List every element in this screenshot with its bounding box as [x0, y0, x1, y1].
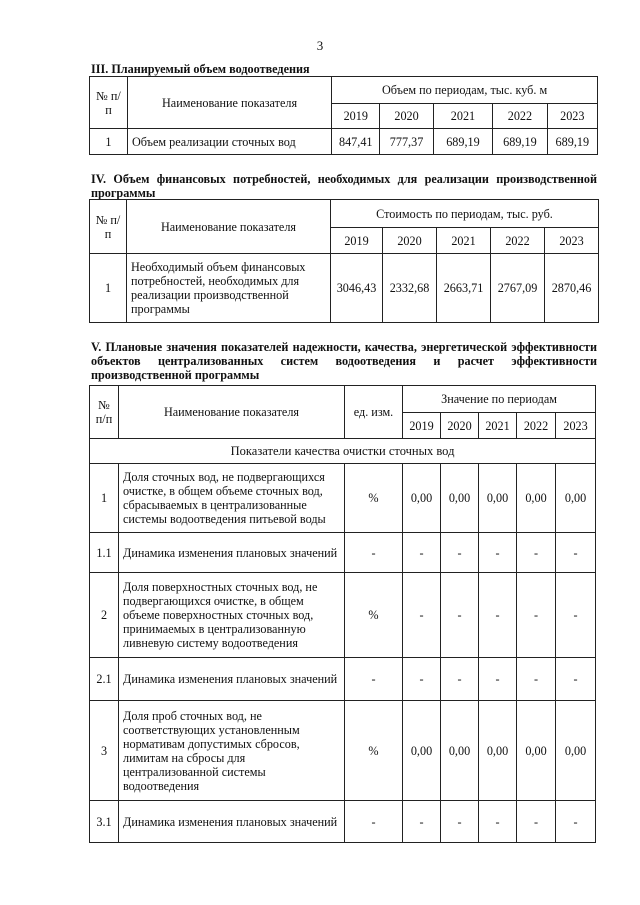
- table-row: [90, 254, 599, 323]
- row-value: 0,00: [441, 464, 479, 533]
- col-period-header: Стоимость по периодам, тыс. руб.: [331, 200, 599, 228]
- section-4-title: IV. Объем финансовых потребностей, необходимых для реализации производственной программы: [91, 172, 597, 200]
- row-value: 689,19: [547, 129, 597, 155]
- row-value: 0,00: [403, 464, 441, 533]
- col-unit-header: ед. изм.: [345, 386, 403, 439]
- table-row: [90, 658, 596, 701]
- year-header: 2022: [491, 228, 545, 254]
- row-unit: -: [345, 658, 403, 701]
- year-header: 2020: [383, 228, 437, 254]
- row-value: -: [441, 801, 479, 843]
- row-value: 689,19: [433, 129, 493, 155]
- col-no-header: № п/п: [90, 77, 128, 129]
- row-value: -: [403, 658, 441, 701]
- year-header: 2023: [545, 228, 599, 254]
- row-value: -: [441, 658, 479, 701]
- row-value: -: [403, 573, 441, 658]
- row-value: -: [479, 533, 517, 573]
- row-name: Динамика изменения плановых значений: [119, 801, 345, 843]
- row-value: -: [441, 533, 479, 573]
- table-row: [90, 701, 596, 801]
- row-number: 3.1: [90, 801, 119, 843]
- col-no-header: № п/п: [90, 386, 119, 439]
- row-value: -: [403, 533, 441, 573]
- row-value: 847,41: [332, 129, 380, 155]
- row-value: 0,00: [556, 701, 596, 801]
- col-period-header: Объем по периодам, тыс. куб. м: [332, 77, 598, 104]
- year-header: 2023: [556, 413, 596, 439]
- row-value: -: [479, 573, 517, 658]
- table-row: [90, 801, 596, 843]
- table-row: [90, 129, 598, 155]
- row-unit: %: [345, 701, 403, 801]
- row-unit: %: [345, 573, 403, 658]
- row-name: Объем реализации сточных вод: [127, 129, 331, 155]
- row-unit: %: [345, 464, 403, 533]
- year-header: 2020: [441, 413, 479, 439]
- row-value: 0,00: [517, 464, 556, 533]
- col-name-header: Наименование показателя: [127, 77, 331, 129]
- year-header: 2020: [380, 104, 433, 129]
- table-row: [90, 533, 596, 573]
- row-name: Динамика изменения плановых значений: [119, 658, 345, 701]
- year-header: 2021: [479, 413, 517, 439]
- row-value: 0,00: [479, 701, 517, 801]
- row-value: 0,00: [403, 701, 441, 801]
- row-value: 689,19: [493, 129, 547, 155]
- row-name: Доля проб сточных вод, не соответствующих установленным нормативам допустимых сбросов, лимитам на сбросы для централизованной системы водоотведения: [119, 701, 345, 801]
- row-value: 2663,71: [437, 254, 491, 323]
- year-header: 2019: [331, 228, 383, 254]
- year-header: 2019: [403, 413, 441, 439]
- row-unit: -: [345, 801, 403, 843]
- col-name-header: Наименование показателя: [119, 386, 345, 439]
- year-header: 2022: [517, 413, 556, 439]
- row-name: Доля сточных вод, не подвергающихся очистке, в общем объеме сточных вод, сбрасываемых в централизованные системы водоотведения питьевой воды: [119, 464, 345, 533]
- row-value: -: [517, 533, 556, 573]
- row-value: -: [556, 801, 596, 843]
- row-number: 1: [90, 254, 127, 323]
- row-value: -: [517, 658, 556, 701]
- section-3-table: [89, 76, 598, 155]
- row-value: 0,00: [517, 701, 556, 801]
- group-title: Показатели качества очистки сточных вод: [90, 439, 596, 464]
- row-value: -: [403, 801, 441, 843]
- row-unit: -: [345, 533, 403, 573]
- row-value: 2870,46: [545, 254, 599, 323]
- row-value: -: [556, 573, 596, 658]
- row-number: 3: [90, 701, 119, 801]
- row-value: -: [556, 533, 596, 573]
- row-number: 1: [90, 129, 128, 155]
- row-value: -: [517, 801, 556, 843]
- table-row: [90, 464, 596, 533]
- section-4-table: [89, 199, 599, 323]
- section-5-table: [89, 385, 596, 843]
- col-no-header: № п/п: [90, 200, 127, 254]
- row-value: 777,37: [380, 129, 433, 155]
- row-number: 2: [90, 573, 119, 658]
- row-value: -: [479, 801, 517, 843]
- row-value: 0,00: [556, 464, 596, 533]
- row-value: 3046,43: [331, 254, 383, 323]
- row-name: Необходимый объем финансовых потребностей, необходимых для реализации производственной программы: [127, 254, 331, 323]
- year-header: 2021: [433, 104, 493, 129]
- row-value: -: [556, 658, 596, 701]
- row-name: Динамика изменения плановых значений: [119, 533, 345, 573]
- row-value: 2332,68: [383, 254, 437, 323]
- row-number: 1: [90, 464, 119, 533]
- section-3-title: III. Планируемый объем водоотведения: [91, 62, 310, 76]
- row-value: -: [441, 573, 479, 658]
- row-value: -: [479, 658, 517, 701]
- row-value: 0,00: [441, 701, 479, 801]
- row-name: Доля поверхностных сточных вод, не подвергающихся очистке, в общем объеме поверхностных сточных вод, принимаемых в централизованную ливневую систему водоотведения: [119, 573, 345, 658]
- year-header: 2022: [493, 104, 547, 129]
- row-number: 1.1: [90, 533, 119, 573]
- year-header: 2021: [437, 228, 491, 254]
- row-number: 2.1: [90, 658, 119, 701]
- row-value: 2767,09: [491, 254, 545, 323]
- row-value: -: [517, 573, 556, 658]
- page-number: 3: [316, 38, 324, 53]
- col-name-header: Наименование показателя: [127, 200, 331, 254]
- row-value: 0,00: [479, 464, 517, 533]
- year-header: 2023: [547, 104, 597, 129]
- col-period-header: Значение по периодам: [403, 386, 596, 413]
- section-5-title: V. Плановые значения показателей надежности, качества, энергетической эффективности объектов централизованных систем водоотведения и расчет эффективности производственной программы: [91, 340, 597, 382]
- year-header: 2019: [332, 104, 380, 129]
- table-row: [90, 573, 596, 658]
